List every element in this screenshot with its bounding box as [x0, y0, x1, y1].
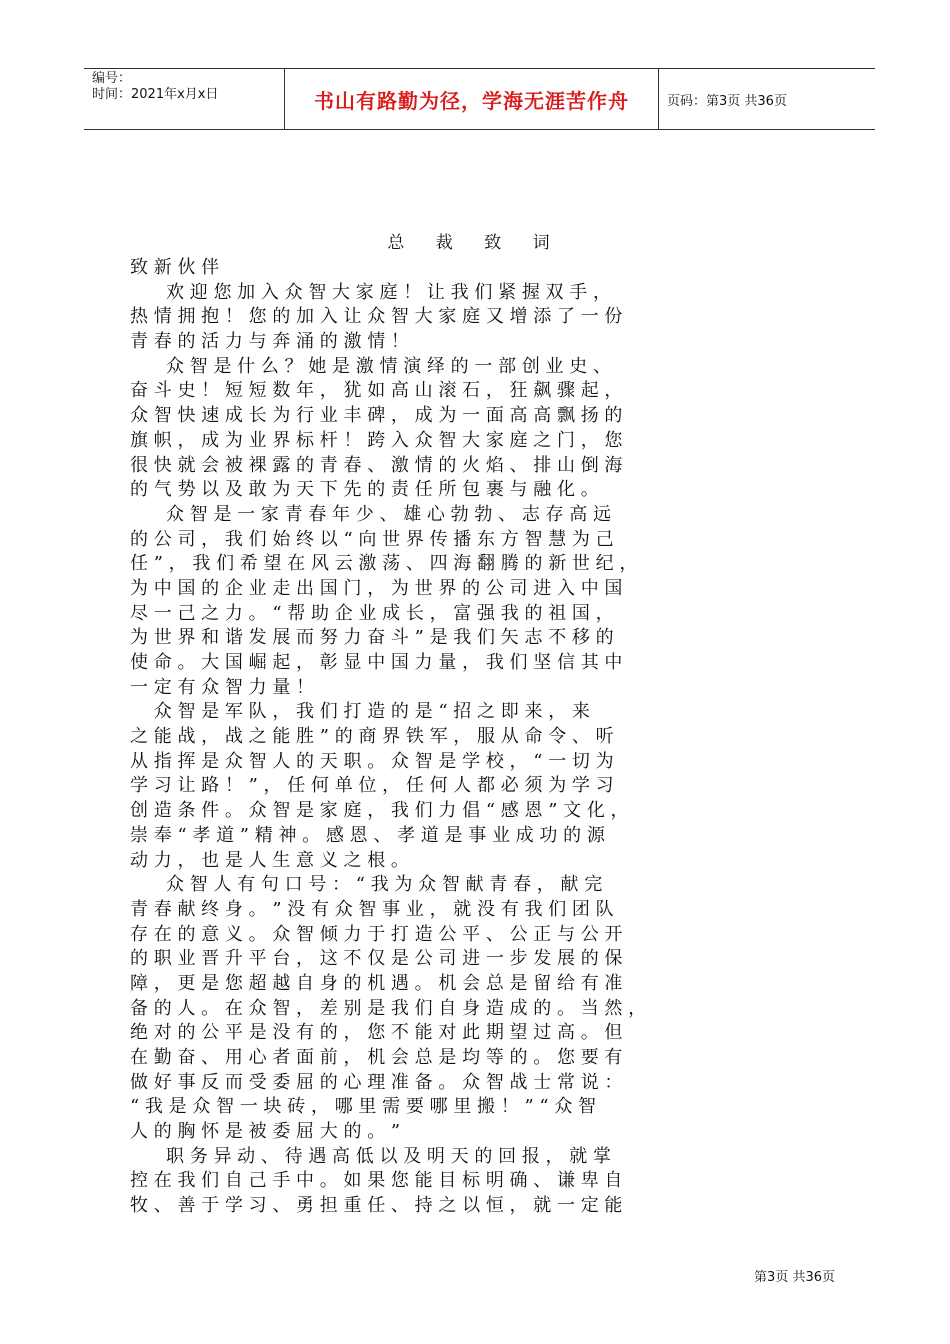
body-line: 众 智 快 速 成 长 为 行 业 丰 碑 ， 成 为 一 面 高 高 飘 扬 的: [130, 405, 623, 427]
body-line: 青 春 的 活 力 与 奔 涌 的 激 情 ！: [130, 331, 409, 353]
body-line: 控 在 我 们 自 己 手 中 。 如 果 您 能 目 标 明 确 、 谦 卑 自: [130, 1170, 623, 1192]
body-line: “ 我 是 众 智 一 块 砖 ， 哪 里 需 要 哪 里 搬 ！ ” “ 众 智: [130, 1096, 597, 1118]
body-line: 众 智 是 军 队 ， 我 们 打 造 的 是 “ 招 之 即 来 ， 来: [130, 701, 590, 723]
body-line: 备 的 人 。 在 众 智 ， 差 别 是 我 们 自 身 造 成 的 。 当 然 ，: [130, 997, 647, 1019]
body-line: 人 的 胸 怀 是 被 委 屈 大 的 。 ”: [130, 1121, 401, 1143]
body-line: 在 勤 奋 、 用 心 者 面 前 ， 机 会 总 是 均 等 的 。 您 要 有: [130, 1047, 623, 1068]
body-line: 一 定 有 众 智 力 量 ！: [130, 676, 315, 698]
body-line: 旗 帜 ， 成 为 业 界 标 杆 ！ 跨 入 众 智 大 家 庭 之 门 ， 您: [130, 429, 623, 451]
document-body: [130, 256, 830, 1219]
body-line: 任 ” ， 我 们 希 望 在 风 云 激 荡 、 四 海 翻 腾 的 新 世 纪 ，: [130, 553, 638, 575]
body-line: 欢 迎 您 加 入 众 智 大 家 庭 ！ 让 我 们 紧 握 双 手 ，: [130, 281, 611, 303]
body-line: 青 春 献 终 身 。 ” 没 有 众 智 事 业 ， 就 没 有 我 们 团 队: [130, 898, 614, 920]
body-line: 学 习 让 路 ！ ” ， 任 何 单 位 ， 任 何 人 都 必 须 为 学 习: [130, 775, 614, 797]
page-header: [84, 68, 875, 130]
body-line: 绝 对 的 公 平 是 没 有 的 ， 您 不 能 对 此 期 望 过 高 。 但: [130, 1022, 623, 1044]
document-time-label: 时间：2021年x月x日: [92, 87, 219, 102]
body-line: 为 世 界 和 谐 发 展 而 努 力 奋 斗 ” 是 我 们 矢 志 不 移 的: [130, 627, 614, 649]
body-line: 热 情 拥 抱 ！ 您 的 加 入 让 众 智 大 家 庭 又 增 添 了 一 份: [130, 306, 623, 328]
body-line: 众 智 是 什 么 ？ 她 是 激 情 演 绎 的 一 部 创 业 史 、: [130, 355, 611, 377]
document-number-label: 编号：: [92, 71, 132, 86]
body-line: 从 指 挥 是 众 智 人 的 天 职 。 众 智 是 学 校 ， “ 一 切 为: [130, 750, 614, 772]
header-motto-cell: [285, 69, 659, 129]
body-line: 奋 斗 史 ！ 短 短 数 年 ， 犹 如 高 山 滚 石 ， 狂 飙 骤 起 ，: [130, 380, 623, 402]
body-line: 众 智 人 有 句 口 号 ： “ 我 为 众 智 献 青 春 ， 献 完: [130, 874, 603, 896]
body-line: 致 新 伙 伴: [130, 257, 220, 278]
body-line: 牧 、 善 于 学 习 、 勇 担 重 任 、 持 之 以 恒 ， 就 一 定 能: [130, 1195, 623, 1217]
page-footer: 第3页 共36页: [754, 1270, 835, 1285]
body-line: 崇 奉 “ 孝 道 ” 精 神 。 感 恩 、 孝 道 是 事 业 成 功 的 源: [130, 824, 605, 846]
document-title: 总 裁 致 词: [387, 233, 563, 253]
body-line: 的 气 势 以 及 敢 为 天 下 先 的 责 任 所 包 裹 与 融 化 。: [130, 479, 599, 501]
body-line: 很 快 就 会 被 裸 露 的 青 春 、 激 情 的 火 焰 、 排 山 倒 海: [130, 454, 623, 476]
body-line: 的 职 业 晋 升 平 台 ， 这 不 仅 是 公 司 进 一 步 发 展 的 保: [130, 948, 623, 970]
body-line: 职 务 异 动 、 待 遇 高 低 以 及 明 天 的 回 报 ， 就 掌: [130, 1145, 611, 1167]
header-motto: 书山有路勤为径，学海无涯苦作舟: [314, 88, 629, 113]
body-line: 存 在 的 意 义 。 众 智 倾 力 于 打 造 公 平 、 公 正 与 公 开: [130, 923, 623, 945]
body-line: 之 能 战 ， 战 之 能 胜 ” 的 商 界 铁 军 ， 服 从 命 令 、 听: [130, 726, 614, 748]
header-meta: [84, 69, 285, 129]
body-line: 的 公 司 ， 我 们 始 终 以 “ 向 世 界 传 播 东 方 智 慧 为 己: [130, 528, 614, 550]
body-line: 为 中 国 的 企 业 走 出 国 门 ， 为 世 界 的 公 司 进 入 中 国: [130, 577, 623, 599]
body-line: 创 造 条 件 。 众 智 是 家 庭 ， 我 们 力 倡 “ 感 恩 ” 文 化 ，: [130, 800, 629, 822]
body-line: 动 力 ， 也 是 人 生 意 义 之 根 。: [130, 849, 409, 871]
header-page-info: 页码：第3页 共36页: [667, 93, 787, 109]
body-line: 众 智 是 一 家 青 春 年 少 、 雄 心 勃 勃 、 志 存 高 远: [130, 503, 611, 525]
body-line: 做 好 事 反 而 受 委 屈 的 心 理 准 备 。 众 智 战 士 常 说 ：: [130, 1071, 623, 1093]
body-line: 使 命 。 大 国 崛 起 ， 彰 显 中 国 力 量 ， 我 们 坚 信 其 中: [130, 652, 623, 673]
body-line: 障 ， 更 是 您 超 越 自 身 的 机 遇 。 机 会 总 是 留 给 有 准: [130, 972, 623, 994]
body-line: 尽 一 己 之 力 。 “ 帮 助 企 业 成 长 ， 富 强 我 的 祖 国 ，: [130, 602, 614, 624]
